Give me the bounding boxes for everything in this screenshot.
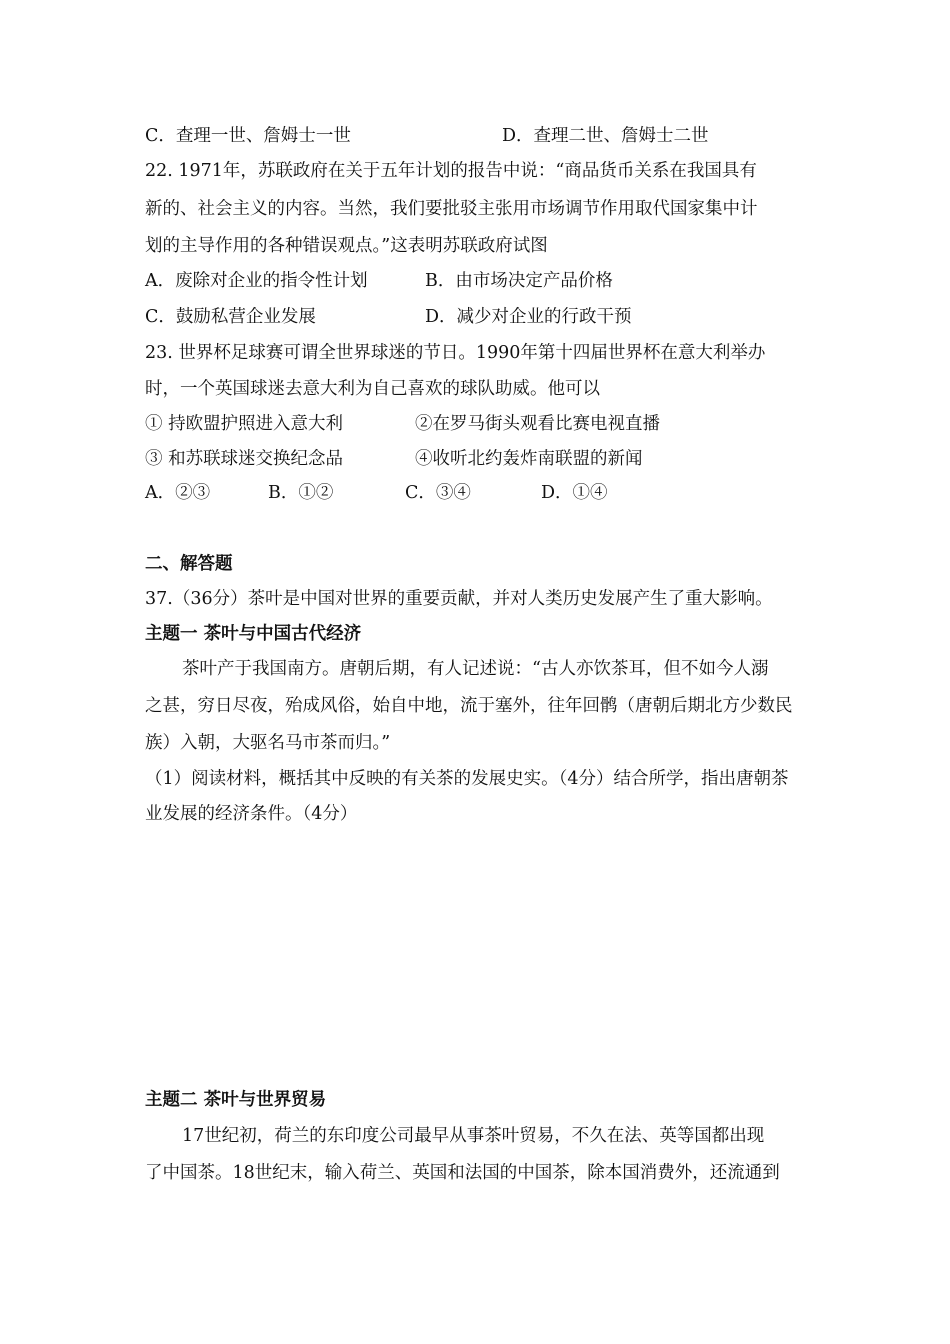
q21-option-c: C．查理一世、詹姆士一世	[145, 126, 351, 146]
q23-stem-line: 23. 世界杯足球赛可谓全世界球迷的节日。1990年第十四届世界杯在意大利举办	[145, 343, 766, 363]
theme1-title: 主题一 茶叶与中国古代经济	[145, 624, 362, 644]
q22-option-c: C．鼓励私营企业发展	[145, 307, 316, 327]
q23-option-a: A．②③	[145, 483, 211, 503]
q23-stem-line: 时，一个英国球迷去意大利为自己喜欢的球队助威。他可以	[145, 379, 600, 399]
theme1-material-line: 之甚，穷日尽夜，殆成风俗，始自中地，流于塞外，往年回鹘（唐朝后期北方少数民	[145, 696, 793, 716]
q22-option-b: B．由市场决定产品价格	[425, 271, 613, 291]
q21-option-d: D．查理二世、詹姆士二世	[502, 126, 709, 146]
q22-option-a: A．废除对企业的指令性计划	[145, 271, 368, 291]
theme1-question-line: （1）阅读材料，概括其中反映的有关茶的发展史实。（4分）结合所学，指出唐朝茶	[145, 769, 789, 789]
theme2-material-line: 17世纪初，荷兰的东印度公司最早从事茶叶贸易，不久在法、英等国都出现	[182, 1126, 765, 1146]
q22-stem-line: 新的、社会主义的内容。当然，我们要批驳主张用市场调节作用取代国家集中计	[145, 199, 758, 219]
theme1-material-line: 族）入朝，大驱名马市茶而归。”	[145, 733, 391, 753]
theme1-material-line: 茶叶产于我国南方。唐朝后期，有人记述说：“古人亦饮茶耳，但不如今人溺	[182, 659, 769, 679]
theme2-title: 主题二 茶叶与世界贸易	[145, 1090, 327, 1110]
q22-option-d: D．减少对企业的行政干预	[425, 307, 632, 327]
q23-item-1: ① 持欧盟护照进入意大利	[145, 414, 344, 434]
q23-item-3: ③ 和苏联球迷交换纪念品	[145, 449, 344, 469]
section-heading: 二、解答题	[145, 554, 233, 574]
theme1-question-line: 业发展的经济条件。（4分）	[145, 804, 358, 824]
q23-option-c: C．③④	[405, 483, 471, 503]
q23-item-2: ②在罗马街头观看比赛电视直播	[415, 414, 660, 434]
theme2-material-line: 了中国茶。18世纪末，输入荷兰、英国和法国的中国茶，除本国消费外，还流通到	[145, 1163, 780, 1183]
q23-option-d: D．①④	[541, 483, 608, 503]
q37-intro: 37.（36分）茶叶是中国对世界的重要贡献，并对人类历史发展产生了重大影响。	[145, 589, 773, 609]
q22-stem-line: 22. 1971年，苏联政府在关于五年计划的报告中说：“商品货币关系在我国具有	[145, 161, 757, 181]
q23-item-4: ④收听北约轰炸南联盟的新闻	[415, 449, 643, 469]
q23-option-b: B．①②	[268, 483, 334, 503]
q22-stem-line: 划的主导作用的各种错误观点。”这表明苏联政府试图	[145, 236, 548, 256]
